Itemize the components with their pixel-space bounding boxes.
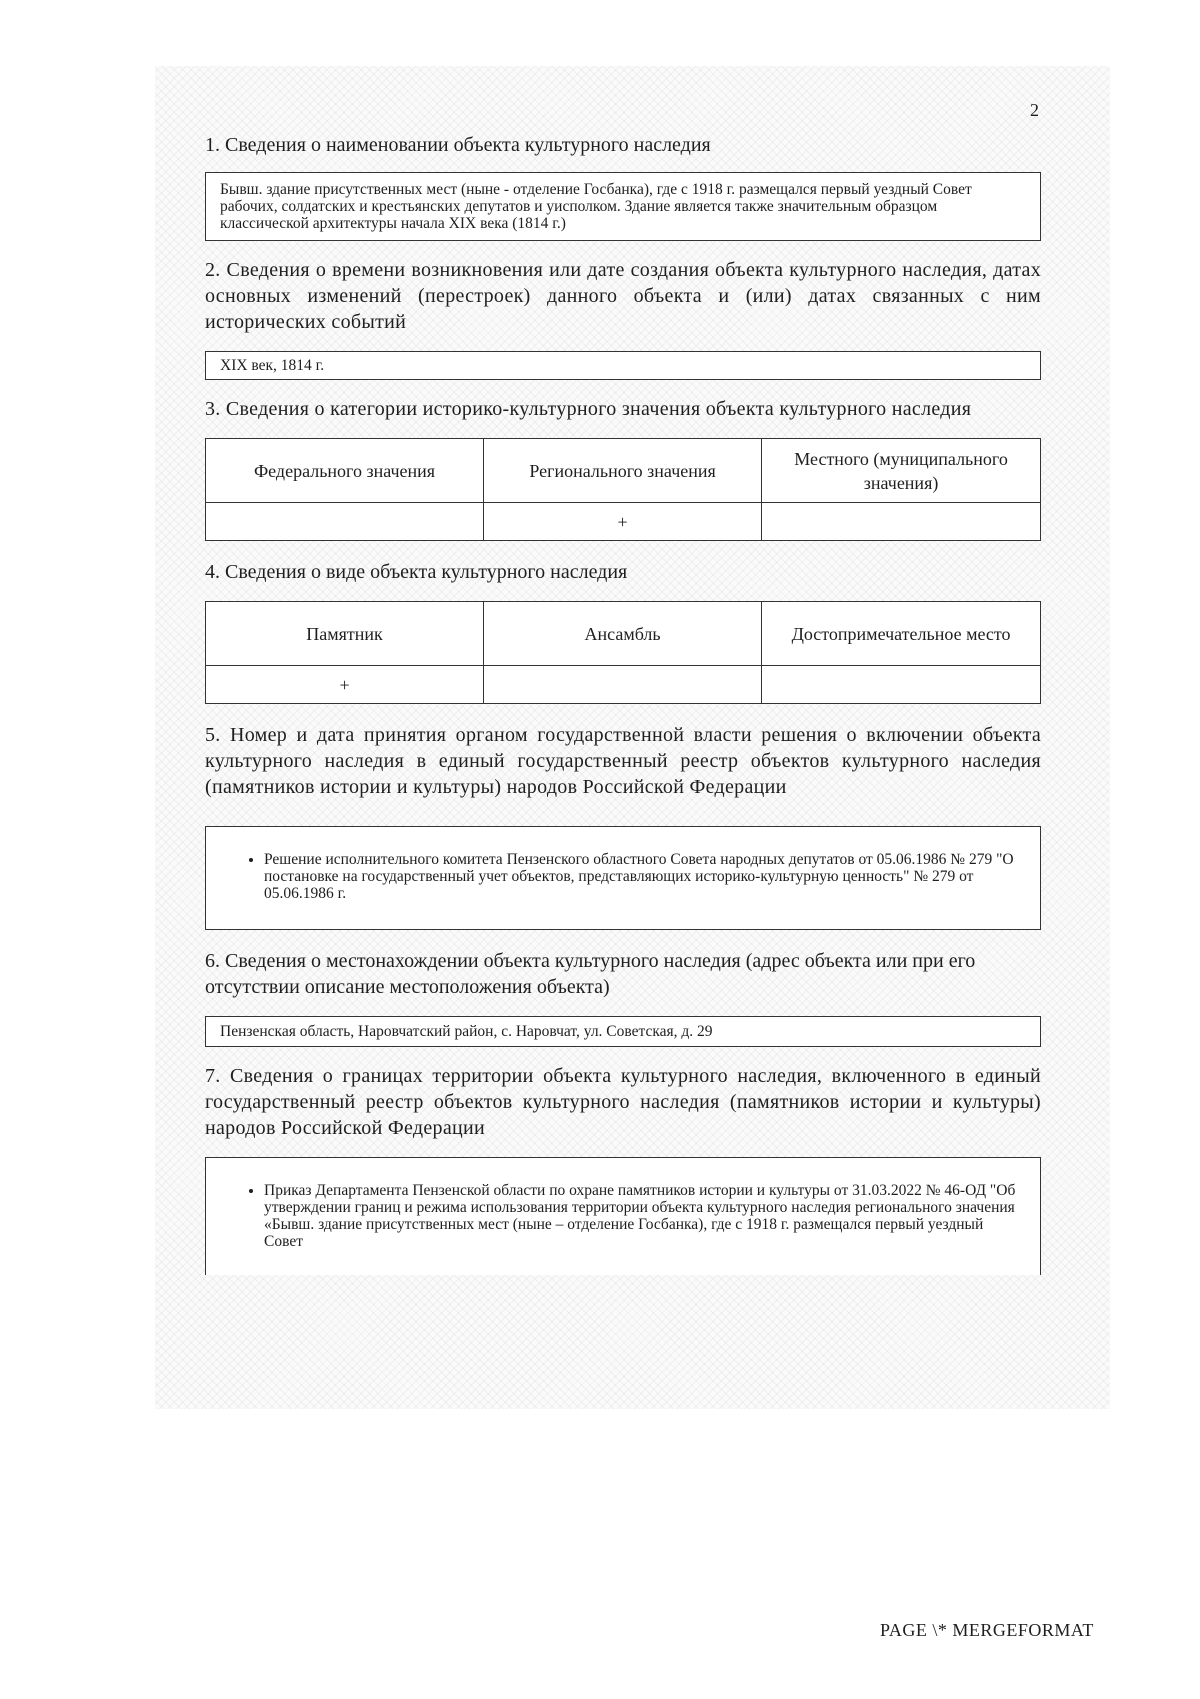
footer-field-code: PAGE \* MERGEFORMAT <box>880 1620 1094 1640</box>
section-3-table <box>205 438 1041 541</box>
section-2-box <box>205 351 1041 380</box>
section-5-box <box>205 826 1041 930</box>
list-item: • Решение исполнительного комитета Пензенского областного Совета народных депутатов от 05.06.1986 № 279 "О постановке на государственный учет объектов, представляющих историко-культурную ценность" № 279 от 05.06.1986 г. <box>264 851 1026 902</box>
page-number: 2 <box>1030 100 1039 120</box>
table-cell: + <box>206 666 484 704</box>
section-6-heading: 6. Сведения о местонахождении объекта культурного наследия (адрес объекта или при его отсутствии описание местоположения объекта) <box>205 950 976 998</box>
table-row <box>206 666 1041 704</box>
table-header-cell: Федерального значения <box>206 439 484 503</box>
section-3-heading: 3. Сведения о категории историко-культурного значения объекта культурного наследия <box>205 398 972 420</box>
section-7-heading: 7. Сведения о границах территории объекта культурного наследия, включенного в единый государственный реестр объектов культурного наследия (памятников истории и культуры) народов Российской Федерации <box>205 1065 1041 1139</box>
section-2-heading: 2. Сведения о времени возникновения или дате создания объекта культурного наследия, датах основных изменений (перестроек) данного объекта и (или) датах связанных с ним исторических событий <box>205 259 1041 333</box>
section-1-text: Бывш. здание присутственных мест (ныне - отделение Госбанка), где с 1918 г. размещался первый уездный Совет рабочих, солдатских и крестьянских депутатов и уисполком. Здание является также значительным образцом классической архитектуры начала XIX века (1814 г.) <box>220 181 972 232</box>
document-content <box>205 92 1041 1275</box>
table-cell <box>206 503 484 541</box>
section-1-box <box>205 172 1041 241</box>
table-header-cell: Ансамбль <box>484 602 762 666</box>
section-4-heading: 4. Сведения о виде объекта культурного наследия <box>205 561 628 583</box>
section-6-text: Пензенская область, Наровчатский район, с. Наровчат, ул. Советская, д. 29 <box>220 1023 713 1040</box>
section-1-heading: 1. Сведения о наименовании объекта культурного наследия <box>205 134 711 156</box>
table-cell: + <box>484 503 762 541</box>
table-row <box>206 503 1041 541</box>
table-header-cell: Регионального значения <box>484 439 762 503</box>
table-header-cell: Местного (муниципального значения) <box>762 439 1041 503</box>
table-header-cell: Достопримечательное место <box>762 602 1041 666</box>
section-2-text: XIX век, 1814 г. <box>220 357 325 374</box>
section-7-box <box>205 1157 1041 1275</box>
table-cell <box>762 503 1041 541</box>
section-4-table <box>205 601 1041 704</box>
table-header-row <box>206 602 1041 666</box>
list-item: • Приказ Департамента Пензенской области по охране памятников истории и культуры от 31.03.2022 № 46-ОД "Об утверждении границ и режима использования территории объекта культурного наследия регионального значения «Бывш. здание присутственных мест (ныне – отделение Госбанка), где с 1918 г. размещался первый уездный Совет <box>264 1182 1026 1250</box>
section-6-box <box>205 1016 1041 1047</box>
table-cell <box>484 666 762 704</box>
table-cell <box>762 666 1041 704</box>
section-7-list <box>206 1182 1026 1250</box>
table-header-row <box>206 439 1041 503</box>
section-5-heading: 5. Номер и дата принятия органом государственной власти решения о включении объекта культурного наследия в единый государственный реестр объектов культурного наследия (памятников истории и культуры) народов Российской Федерации <box>205 724 1041 798</box>
table-header-cell: Памятник <box>206 602 484 666</box>
section-5-list <box>206 851 1026 902</box>
